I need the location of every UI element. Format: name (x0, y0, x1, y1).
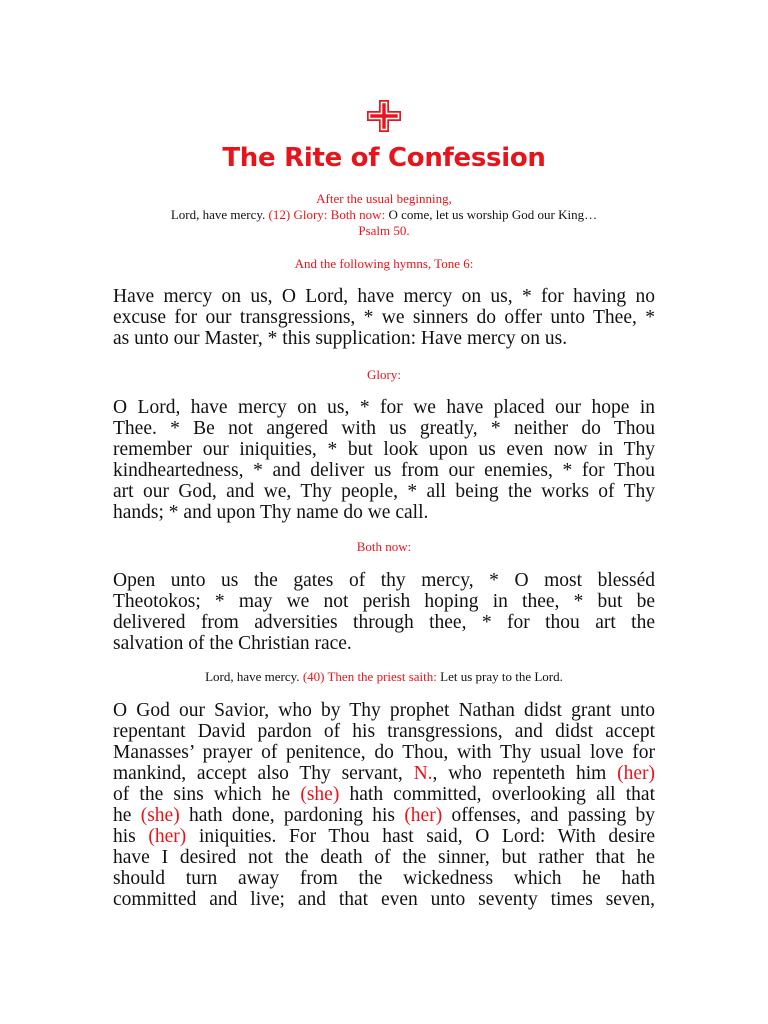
litany-text-c: Let us pray to the Lord. (436, 669, 563, 684)
cross-icon (366, 99, 402, 133)
prayer-line: have I desired not the death of the sinner, but rather that he (113, 847, 655, 868)
litany-rubric: (40) Then the priest saith: (302, 669, 437, 684)
hymn-2-line: hands; * and upon Thy name do we call. (113, 502, 429, 523)
hymn-2-line: kindheartedness, * and deliver us from our enemies, * for Thou (113, 460, 655, 481)
prayer-text-seg: hath done, pardoning his (179, 805, 405, 826)
both-now-rubric: Both now: (356, 539, 412, 554)
prayer-text-seg: his (113, 826, 149, 847)
hymn-3-line: delivered from adversities through thee, * for thou art the (113, 612, 655, 633)
prayer-text-seg: iniquities. For Thou hast said, O Lord: With desire (186, 826, 655, 847)
gender-rubric: (her) (148, 826, 187, 847)
prayer-text (113, 700, 655, 910)
intro-line (0, 206, 768, 223)
hymn-2 (113, 397, 655, 523)
prayer-line (113, 784, 655, 805)
hymn-2-line: art our God, and we, Thy people, * all being the works of Thy (113, 481, 655, 502)
intro-text-c: O come, let us worship God our King… (385, 207, 598, 222)
hymn-3-line: Theotokos; * may we not perish hoping in thee, * but be (113, 591, 655, 612)
hymns-rubric: And the following hymns, Tone 6: (294, 256, 474, 271)
intro-rubric: After the usual beginning, (316, 191, 452, 206)
hymn-1-line: as unto our Master, * this supplication: Have mercy on us. (113, 328, 568, 349)
hymn-2-line: O Lord, have mercy on us, * for we have placed our hope in (113, 397, 655, 418)
psalm-rubric: Psalm 50. (358, 223, 410, 238)
prayer-line (113, 763, 655, 784)
prayer-text-seg: offenses, and passing by (442, 805, 656, 826)
prayer-text-seg: mankind, accept also Thy servant, (113, 763, 414, 784)
gender-rubric: (she) (300, 784, 340, 805)
gender-rubric: (her) (404, 805, 443, 826)
litany-text-a: Lord, have mercy. (205, 669, 303, 684)
prayer-line: O God our Savior, who by Thy prophet Nathan didst grant unto (113, 700, 655, 721)
hymn-3-line: salvation of the Christian race. (113, 633, 352, 654)
hymn-2-line: remember our iniquities, * but look upon us even now in Thy (113, 439, 655, 460)
prayer-text-seg: he (113, 805, 141, 826)
hymn-1 (113, 286, 655, 349)
prayer-line: should turn away from the wickedness which he hath (113, 868, 655, 889)
name-rubric: N. (413, 763, 433, 784)
prayer-text-seg: of the sins which he (113, 784, 301, 805)
hymn-1-line: Have mercy on us, O Lord, have mercy on us, * for having no (113, 286, 655, 307)
glory-rubric: Glory: (367, 367, 401, 382)
gender-rubric: (she) (140, 805, 180, 826)
hymn-1-line: excuse for our transgressions, * we sinners do offer unto Thee, * (113, 307, 655, 328)
page-title: The Rite of Confession (222, 143, 546, 173)
litany-line (0, 668, 768, 685)
intro-text-a: Lord, have mercy. (170, 207, 269, 222)
hymn-3-line: Open unto us the gates of thy mercy, * O most blesséd (113, 570, 655, 591)
gender-rubric: (her) (617, 763, 655, 784)
prayer-line (113, 826, 655, 847)
prayer-line: repentant David pardon of his transgressions, and didst accept (113, 721, 655, 742)
hymn-2-line: Thee. * Be not angered with us greatly, * neither do Thou (113, 418, 655, 439)
prayer-text-seg: , who repenteth him (432, 763, 618, 784)
prayer-line: committed and live; and that even unto seventy times seven, (113, 889, 655, 910)
hymn-3 (113, 570, 655, 654)
intro-rubric-b: (12) Glory: Both now: (268, 207, 386, 222)
prayer-line: Manasses’ prayer of penitence, do Thou, with Thy usual love for (113, 742, 655, 763)
prayer-line (113, 805, 655, 826)
prayer-text-seg: hath committed, overlooking all that (339, 784, 655, 805)
